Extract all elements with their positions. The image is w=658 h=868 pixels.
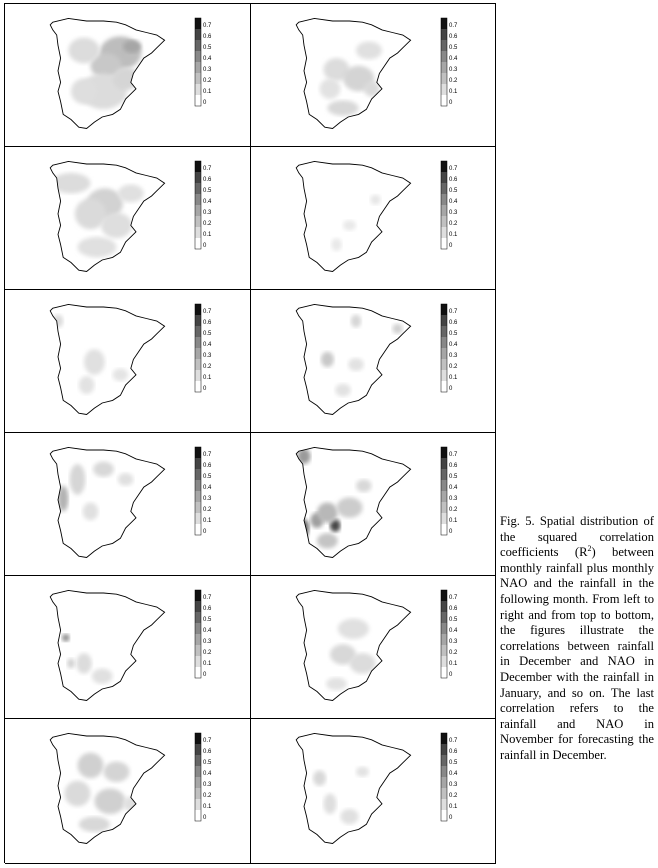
legend-tick-label: 0.6 bbox=[449, 749, 458, 755]
legend-tick-label: 0.2 bbox=[449, 507, 458, 513]
legend-swatch bbox=[195, 194, 201, 205]
legend-swatch bbox=[195, 359, 201, 370]
legend-tick-label: 0 bbox=[203, 672, 207, 678]
legend-tick-label: 0.3 bbox=[449, 639, 458, 645]
correlation-patch bbox=[317, 533, 338, 548]
legend-swatch bbox=[195, 51, 201, 62]
legend-swatch bbox=[441, 645, 447, 656]
legend-tick-label: 0.6 bbox=[449, 606, 458, 612]
legend-tick-label: 0.2 bbox=[203, 78, 212, 84]
map-panel-10 bbox=[251, 576, 496, 719]
map-panel-2 bbox=[251, 4, 496, 147]
correlation-patch bbox=[71, 79, 97, 105]
legend-swatch bbox=[441, 62, 447, 73]
correlation-patch bbox=[356, 479, 372, 492]
legend-swatch bbox=[195, 656, 201, 667]
map-panel-8 bbox=[251, 433, 496, 576]
correlation-patch bbox=[83, 502, 99, 520]
legend-swatch bbox=[441, 348, 447, 359]
legend-swatch bbox=[195, 62, 201, 73]
legend-swatch bbox=[195, 216, 201, 227]
legend-tick-label: 0.2 bbox=[203, 507, 212, 513]
spain-map bbox=[5, 147, 251, 290]
legend-tick-label: 0.7 bbox=[203, 23, 212, 29]
legend-tick-label: 0 bbox=[449, 529, 453, 535]
legend-swatch bbox=[195, 205, 201, 216]
legend-tick-label: 0.3 bbox=[449, 210, 458, 216]
legend-tick-label: 0.1 bbox=[449, 518, 458, 524]
correlation-patch bbox=[356, 41, 382, 59]
legend-swatch bbox=[441, 315, 447, 326]
legend-tick-label: 0 bbox=[449, 815, 453, 821]
legend-swatch bbox=[195, 634, 201, 645]
land-area bbox=[50, 590, 164, 700]
legend-swatch bbox=[195, 172, 201, 183]
legend-tick-label: 0.7 bbox=[449, 309, 458, 315]
map-panel-11 bbox=[5, 719, 251, 864]
legend-swatch bbox=[195, 502, 201, 513]
legend-swatch bbox=[441, 337, 447, 348]
correlation-patch bbox=[392, 324, 402, 334]
map-panel-7 bbox=[5, 433, 251, 576]
legend-tick-label: 0.7 bbox=[449, 738, 458, 744]
legend-swatch bbox=[195, 304, 201, 315]
figure-caption bbox=[500, 514, 654, 764]
legend-tick-label: 0 bbox=[203, 243, 207, 249]
correlation-patch bbox=[92, 668, 113, 683]
legend-tick-label: 0.6 bbox=[449, 320, 458, 326]
legend-swatch bbox=[441, 601, 447, 612]
spain-map bbox=[251, 433, 496, 576]
correlation-patch bbox=[78, 753, 104, 779]
legend-swatch bbox=[195, 744, 201, 755]
legend-swatch bbox=[195, 601, 201, 612]
correlation-patch bbox=[78, 237, 117, 257]
legend-tick-label: 0.1 bbox=[449, 375, 458, 381]
legend-tick-label: 0.6 bbox=[449, 177, 458, 183]
legend-swatch bbox=[441, 524, 447, 535]
legend-tick-label: 0.3 bbox=[203, 210, 212, 216]
legend-tick-label: 0.2 bbox=[449, 650, 458, 656]
legend-swatch bbox=[195, 524, 201, 535]
legend-swatch bbox=[441, 810, 447, 821]
legend-swatch bbox=[441, 381, 447, 392]
legend-tick-label: 0.6 bbox=[449, 463, 458, 469]
land-area bbox=[296, 733, 410, 843]
legend-swatch bbox=[441, 183, 447, 194]
legend-swatch bbox=[195, 227, 201, 238]
legend-tick-label: 0.5 bbox=[203, 474, 212, 480]
legend-swatch bbox=[195, 766, 201, 777]
legend-tick-label: 0.4 bbox=[203, 485, 212, 491]
correlation-patch bbox=[337, 497, 363, 517]
correlation-patch bbox=[338, 619, 369, 639]
legend-swatch bbox=[441, 766, 447, 777]
correlation-patch bbox=[53, 315, 63, 328]
legend-tick-label: 0.4 bbox=[203, 342, 212, 348]
spain-map bbox=[251, 719, 496, 862]
legend-swatch bbox=[441, 612, 447, 623]
legend-swatch bbox=[441, 84, 447, 95]
correlation-patch bbox=[313, 771, 326, 786]
legend-tick-label: 0 bbox=[203, 100, 207, 106]
legend-tick-label: 0.4 bbox=[449, 628, 458, 634]
legend-tick-label: 0.2 bbox=[449, 364, 458, 370]
correlation-patch bbox=[79, 817, 110, 832]
correlation-patch bbox=[118, 184, 144, 202]
correlation-patch bbox=[340, 809, 358, 824]
legend-swatch bbox=[195, 480, 201, 491]
correlation-patch bbox=[104, 762, 130, 782]
legend-tick-label: 0.5 bbox=[203, 45, 212, 51]
correlation-patch bbox=[348, 358, 364, 371]
legend-tick-label: 0.6 bbox=[203, 463, 212, 469]
legend-tick-label: 0.1 bbox=[203, 661, 212, 667]
legend-swatch bbox=[195, 623, 201, 634]
legend-swatch bbox=[195, 469, 201, 480]
spain-map bbox=[251, 147, 496, 290]
legend-tick-label: 0.4 bbox=[449, 342, 458, 348]
legend-tick-label: 0.6 bbox=[203, 177, 212, 183]
legend-swatch bbox=[441, 161, 447, 172]
legend-tick-label: 0.7 bbox=[449, 166, 458, 172]
legend-swatch bbox=[195, 810, 201, 821]
correlation-patch bbox=[84, 349, 105, 375]
legend-swatch bbox=[441, 216, 447, 227]
correlation-patch bbox=[356, 767, 369, 777]
correlation-patch bbox=[324, 794, 337, 814]
legend-swatch bbox=[441, 480, 447, 491]
legend-tick-label: 0.4 bbox=[203, 56, 212, 62]
legend-tick-label: 0.7 bbox=[203, 309, 212, 315]
legend-swatch bbox=[441, 238, 447, 249]
legend-tick-label: 0.1 bbox=[449, 804, 458, 810]
legend-swatch bbox=[441, 777, 447, 788]
legend-tick-label: 0.2 bbox=[203, 793, 212, 799]
legend-swatch bbox=[441, 799, 447, 810]
caption-text-end: ) between monthly rainfall plus monthly NAO and the rainfall in the following month. From left to right and from top to bottom, the figures illustrate the correlations between rainfall in December and NAO in December with the rainfall in January, and so on. The last correlation refers to the rainfall and NAO in November for forecasting the rainfall in December. bbox=[500, 545, 654, 762]
legend-tick-label: 0.7 bbox=[203, 595, 212, 601]
legend-tick-label: 0 bbox=[449, 386, 453, 392]
legend-swatch bbox=[195, 348, 201, 359]
legend-tick-label: 0.3 bbox=[449, 496, 458, 502]
legend-tick-label: 0.6 bbox=[203, 606, 212, 612]
legend-tick-label: 0.6 bbox=[203, 749, 212, 755]
map-panel-1 bbox=[5, 4, 251, 147]
legend-swatch bbox=[195, 95, 201, 106]
legend-tick-label: 0.6 bbox=[449, 34, 458, 40]
legend-swatch bbox=[195, 370, 201, 381]
correlation-patch bbox=[320, 79, 341, 99]
legend-swatch bbox=[195, 73, 201, 84]
map-panel-4 bbox=[251, 147, 496, 290]
map-panel-12 bbox=[251, 719, 496, 864]
correlation-patch bbox=[123, 796, 144, 811]
spain-map bbox=[251, 290, 496, 433]
legend-tick-label: 0.5 bbox=[449, 617, 458, 623]
legend-swatch bbox=[441, 634, 447, 645]
legend-tick-label: 0 bbox=[449, 100, 453, 106]
legend-swatch bbox=[195, 777, 201, 788]
correlation-patch bbox=[123, 40, 141, 53]
legend-tick-label: 0.7 bbox=[203, 738, 212, 744]
correlation-patch bbox=[62, 634, 70, 642]
legend-swatch bbox=[195, 799, 201, 810]
map-panel-9 bbox=[5, 576, 251, 719]
legend-swatch bbox=[195, 667, 201, 678]
legend-swatch bbox=[441, 656, 447, 667]
legend-swatch bbox=[441, 590, 447, 601]
legend-swatch bbox=[441, 95, 447, 106]
legend-tick-label: 0.3 bbox=[203, 67, 212, 73]
legend-tick-label: 0.4 bbox=[449, 771, 458, 777]
legend-swatch bbox=[441, 447, 447, 458]
legend-swatch bbox=[441, 29, 447, 40]
legend-swatch bbox=[441, 513, 447, 524]
spain-map bbox=[251, 4, 496, 147]
legend-tick-label: 0.4 bbox=[203, 771, 212, 777]
correlation-patch bbox=[68, 38, 99, 64]
legend-tick-label: 0.5 bbox=[203, 331, 212, 337]
legend-swatch bbox=[441, 40, 447, 51]
legend-swatch bbox=[441, 172, 447, 183]
legend-swatch bbox=[195, 788, 201, 799]
legend-swatch bbox=[195, 513, 201, 524]
legend-swatch bbox=[441, 755, 447, 766]
legend-tick-label: 0.3 bbox=[449, 67, 458, 73]
legend-swatch bbox=[195, 590, 201, 601]
legend-swatch bbox=[441, 205, 447, 216]
spain-map bbox=[5, 576, 251, 719]
legend-swatch bbox=[195, 612, 201, 623]
legend-tick-label: 0.1 bbox=[449, 89, 458, 95]
land-area bbox=[50, 304, 164, 414]
legend-swatch bbox=[441, 194, 447, 205]
correlation-patch bbox=[351, 315, 361, 328]
legend-tick-label: 0.2 bbox=[449, 221, 458, 227]
legend-swatch bbox=[195, 326, 201, 337]
legend-swatch bbox=[195, 337, 201, 348]
correlation-patch bbox=[321, 352, 334, 367]
correlation-patch bbox=[335, 384, 351, 397]
legend-swatch bbox=[195, 40, 201, 51]
legend-tick-label: 0.6 bbox=[203, 34, 212, 40]
legend-tick-label: 0.1 bbox=[203, 375, 212, 381]
legend-swatch bbox=[195, 84, 201, 95]
legend-tick-label: 0.2 bbox=[449, 78, 458, 84]
legend-tick-label: 0.7 bbox=[449, 452, 458, 458]
legend-tick-label: 0.7 bbox=[203, 166, 212, 172]
legend-tick-label: 0.6 bbox=[203, 320, 212, 326]
legend-tick-label: 0 bbox=[203, 529, 207, 535]
legend-swatch bbox=[441, 623, 447, 634]
legend-swatch bbox=[441, 227, 447, 238]
legend-tick-label: 0.4 bbox=[203, 199, 212, 205]
legend-tick-label: 0.3 bbox=[203, 353, 212, 359]
correlation-patch bbox=[70, 464, 86, 495]
legend-tick-label: 0.7 bbox=[449, 23, 458, 29]
legend-swatch bbox=[195, 29, 201, 40]
legend-swatch bbox=[441, 18, 447, 29]
legend-swatch bbox=[441, 733, 447, 744]
legend-tick-label: 0.2 bbox=[449, 793, 458, 799]
legend-tick-label: 0.2 bbox=[203, 364, 212, 370]
legend-tick-label: 0.3 bbox=[449, 782, 458, 788]
legend-tick-label: 0 bbox=[203, 815, 207, 821]
legend-swatch bbox=[441, 51, 447, 62]
correlation-patch bbox=[101, 213, 132, 239]
legend-tick-label: 0.1 bbox=[203, 232, 212, 238]
legend-tick-label: 0.7 bbox=[449, 595, 458, 601]
legend-tick-label: 0.5 bbox=[203, 760, 212, 766]
legend-swatch bbox=[195, 315, 201, 326]
legend-swatch bbox=[441, 458, 447, 469]
legend-swatch bbox=[195, 755, 201, 766]
land-area bbox=[296, 161, 410, 271]
legend-tick-label: 0.1 bbox=[203, 518, 212, 524]
legend-swatch bbox=[195, 183, 201, 194]
spain-map bbox=[251, 576, 496, 719]
legend-swatch bbox=[441, 788, 447, 799]
legend-tick-label: 0.4 bbox=[449, 485, 458, 491]
legend-tick-label: 0.5 bbox=[203, 617, 212, 623]
correlation-patch bbox=[326, 677, 347, 690]
map-panel-5 bbox=[5, 290, 251, 433]
legend-tick-label: 0.1 bbox=[449, 661, 458, 667]
legend-tick-label: 0.3 bbox=[203, 496, 212, 502]
legend-swatch bbox=[441, 491, 447, 502]
legend-swatch bbox=[195, 161, 201, 172]
legend-swatch bbox=[195, 491, 201, 502]
correlation-patch bbox=[317, 502, 338, 522]
correlation-patch bbox=[79, 376, 95, 394]
legend-swatch bbox=[195, 447, 201, 458]
map-panel-grid bbox=[4, 3, 496, 863]
legend-tick-label: 0.2 bbox=[203, 650, 212, 656]
legend-swatch bbox=[195, 18, 201, 29]
legend-tick-label: 0 bbox=[449, 243, 453, 249]
legend-tick-label: 0 bbox=[203, 386, 207, 392]
legend-tick-label: 0.4 bbox=[449, 56, 458, 62]
caption-superscript: 2 bbox=[587, 544, 592, 553]
legend-tick-label: 0.7 bbox=[203, 452, 212, 458]
correlation-patch bbox=[370, 195, 380, 205]
legend-tick-label: 0.1 bbox=[449, 232, 458, 238]
legend-swatch bbox=[195, 238, 201, 249]
legend-swatch bbox=[441, 469, 447, 480]
legend-tick-label: 0.5 bbox=[203, 188, 212, 194]
legend-tick-label: 0.5 bbox=[449, 760, 458, 766]
correlation-patch bbox=[331, 238, 341, 251]
spain-map bbox=[5, 433, 251, 576]
legend-swatch bbox=[441, 502, 447, 513]
legend-tick-label: 0.1 bbox=[203, 89, 212, 95]
spain-map bbox=[5, 4, 251, 147]
legend-tick-label: 0.5 bbox=[449, 45, 458, 51]
legend-swatch bbox=[441, 326, 447, 337]
legend-swatch bbox=[195, 733, 201, 744]
legend-swatch bbox=[441, 73, 447, 84]
legend-swatch bbox=[195, 381, 201, 392]
legend-swatch bbox=[195, 458, 201, 469]
legend-tick-label: 0.4 bbox=[203, 628, 212, 634]
land-area bbox=[296, 590, 410, 700]
legend-tick-label: 0.4 bbox=[449, 199, 458, 205]
correlation-patch bbox=[118, 473, 134, 486]
legend-tick-label: 0.5 bbox=[449, 474, 458, 480]
correlation-patch bbox=[327, 100, 358, 115]
correlation-patch bbox=[65, 781, 91, 807]
legend-tick-label: 0.3 bbox=[449, 353, 458, 359]
legend-tick-label: 0.2 bbox=[203, 221, 212, 227]
legend-tick-label: 0.5 bbox=[449, 188, 458, 194]
legend-swatch bbox=[441, 359, 447, 370]
correlation-patch bbox=[93, 461, 114, 476]
map-panel-3 bbox=[5, 147, 251, 290]
correlation-patch bbox=[76, 653, 92, 673]
legend-tick-label: 0.3 bbox=[203, 782, 212, 788]
legend-tick-label: 0.3 bbox=[203, 639, 212, 645]
legend-swatch bbox=[441, 667, 447, 678]
map-panel-6 bbox=[251, 290, 496, 433]
legend-swatch bbox=[441, 304, 447, 315]
correlation-patch bbox=[94, 788, 125, 814]
legend-tick-label: 0.5 bbox=[449, 331, 458, 337]
correlation-patch bbox=[113, 368, 129, 381]
legend-swatch bbox=[195, 645, 201, 656]
spain-map bbox=[5, 290, 251, 433]
legend-tick-label: 0.1 bbox=[203, 804, 212, 810]
correlation-patch bbox=[343, 220, 356, 230]
spain-map bbox=[5, 719, 251, 862]
caption-text-start: Spatial distribution of the squared correlation coefficients (R bbox=[500, 514, 654, 560]
legend-swatch bbox=[441, 744, 447, 755]
correlation-patch bbox=[67, 658, 75, 668]
figure-label: Fig. 5. bbox=[500, 514, 535, 528]
legend-swatch bbox=[441, 370, 447, 381]
legend-tick-label: 0 bbox=[449, 672, 453, 678]
